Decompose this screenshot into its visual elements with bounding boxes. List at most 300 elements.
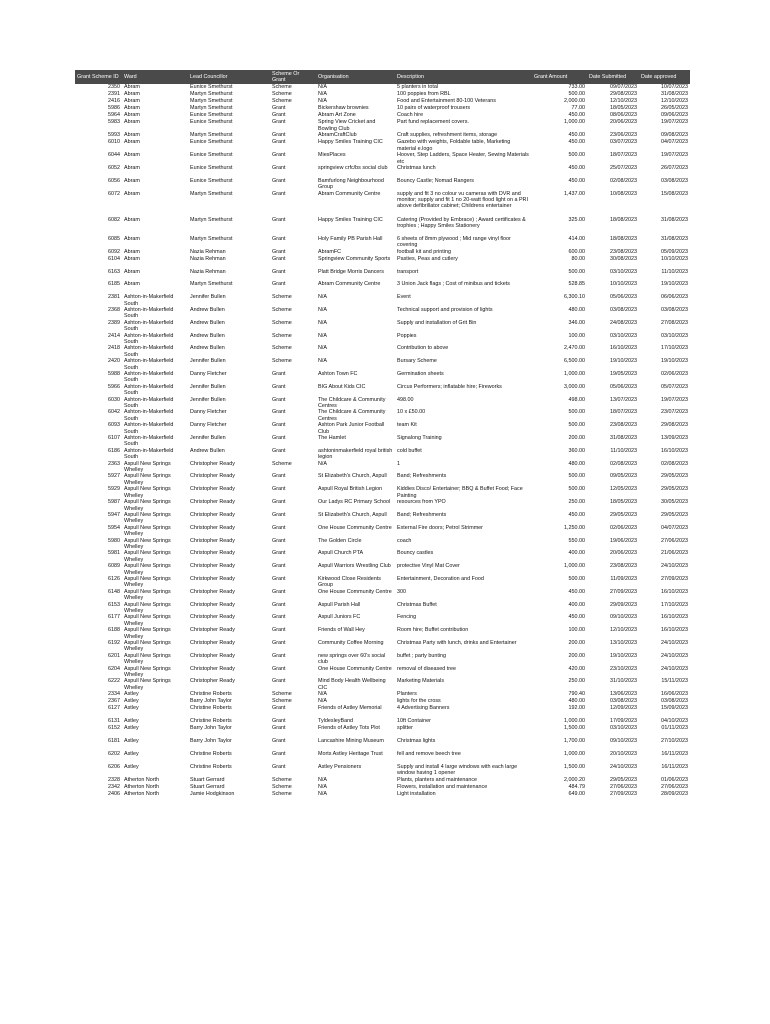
- cell-organisation: Aspull Warriors Wrestling Club: [318, 563, 391, 570]
- table-row: [75, 132, 690, 139]
- cell-date-submitted: 29/05/2023: [610, 776, 637, 783]
- table-row: [75, 345, 690, 358]
- cell-grant-amount: 450.00: [568, 132, 585, 139]
- cell-organisation: Friends of Astley Tots Plot: [318, 725, 380, 732]
- cell-lead-councillor: Nazia Rehman: [190, 268, 226, 275]
- cell-lead-councillor: Christopher Ready: [190, 550, 235, 557]
- cell-grant-scheme-id: 5983: [108, 119, 120, 126]
- cell-lead-councillor: Barry John Taylor: [190, 725, 232, 732]
- cell-grant-scheme-id: 6204: [108, 665, 120, 672]
- cell-description: Germination sheets: [397, 370, 444, 377]
- cell-scheme-or-grant: Grant: [272, 511, 286, 518]
- table-row: [75, 371, 690, 384]
- cell-description: Light installation: [397, 790, 436, 797]
- cell-date-submitted: 24/08/2023: [610, 319, 637, 326]
- table-row: [75, 397, 690, 410]
- cell-lead-councillor: Jennifer Bullen: [190, 383, 226, 390]
- header-date-submitted: Date Submitted: [589, 73, 627, 80]
- table-row: [75, 256, 690, 269]
- cell-grant-amount: 500.00: [568, 268, 585, 275]
- cell-scheme-or-grant: Scheme: [272, 698, 292, 705]
- cell-description: 10 pairs of waterproof trousers: [397, 105, 471, 112]
- cell-scheme-or-grant: Grant: [272, 575, 286, 582]
- cell-ward: Astley: [124, 725, 139, 732]
- table-row: [75, 698, 690, 705]
- cell-date-approved: 15/09/2023: [661, 705, 688, 712]
- cell-grant-scheme-id: 6030: [108, 396, 120, 403]
- header-scheme-or-grant: Scheme Or Grant: [272, 70, 300, 83]
- cell-organisation: Kirkwood Close Residents Group: [318, 575, 381, 589]
- cell-scheme-or-grant: Grant: [272, 281, 286, 288]
- cell-grant-amount: 450.00: [568, 165, 585, 171]
- cell-date-approved: 29/05/2023: [661, 473, 688, 480]
- cell-date-submitted: 05/06/2023: [610, 383, 637, 390]
- cell-grant-amount: 1,000.00: [564, 119, 585, 126]
- table-row: [75, 307, 690, 320]
- cell-lead-councillor: Barry John Taylor: [190, 698, 232, 705]
- cell-grant-scheme-id: 2368: [108, 306, 120, 313]
- cell-organisation: Happy Smiles Training CIC: [318, 216, 383, 223]
- cell-organisation: Aspull Parish Hall: [318, 601, 361, 608]
- cell-date-approved: 16/10/2023: [661, 588, 688, 595]
- cell-description: 1: [397, 460, 400, 467]
- table-row: [75, 791, 690, 798]
- cell-grant-amount: 450.00: [568, 139, 585, 146]
- cell-grant-scheme-id: 5929: [108, 486, 120, 493]
- cell-ward: Aspull New Springs Whelley: [124, 575, 171, 589]
- cell-lead-councillor: Christopher Ready: [190, 588, 235, 595]
- cell-date-approved: 06/06/2023: [661, 294, 688, 301]
- cell-grant-amount: 400.00: [568, 601, 585, 608]
- cell-organisation: N/A: [318, 358, 327, 365]
- cell-date-submitted: 23/08/2023: [610, 422, 637, 429]
- cell-organisation: N/A: [318, 783, 327, 790]
- cell-ward: Aspull New Springs Whelley: [124, 563, 171, 576]
- cell-date-approved: 19/07/2023: [661, 119, 688, 126]
- cell-organisation: N/A: [318, 332, 327, 339]
- cell-organisation: Friends of Astley Memorial: [318, 705, 382, 712]
- cell-description: lights for the cross: [397, 698, 441, 705]
- cell-lead-councillor: Jennifer Bullen: [190, 396, 226, 403]
- cell-lead-councillor: Christopher Ready: [190, 486, 235, 493]
- cell-scheme-or-grant: Grant: [272, 152, 286, 159]
- cell-organisation: N/A: [318, 306, 327, 313]
- cell-grant-amount: 500.00: [568, 409, 585, 416]
- cell-lead-councillor: Christopher Ready: [190, 627, 235, 634]
- cell-date-submitted: 19/06/2023: [610, 537, 637, 544]
- cell-date-submitted: 19/10/2023: [610, 652, 637, 659]
- cell-ward: Abram: [124, 132, 140, 139]
- cell-grant-scheme-id: 2363: [108, 460, 120, 467]
- cell-lead-councillor: Martyn Smethurst: [190, 190, 233, 197]
- cell-date-submitted: 02/06/2023: [610, 524, 637, 531]
- cell-date-approved: 27/09/2023: [661, 575, 688, 582]
- cell-ward: Abram: [124, 84, 140, 90]
- cell-organisation: Mind Body Health Wellbeing CIC: [318, 678, 386, 691]
- cell-description: Technical support and provision of lights: [397, 306, 493, 313]
- cell-organisation: MiesPlaces: [318, 152, 346, 159]
- header-date-approved: Date approved: [641, 73, 677, 80]
- cell-date-submitted: 13/06/2023: [610, 691, 637, 698]
- cell-scheme-or-grant: Grant: [272, 422, 286, 429]
- cell-scheme-or-grant: Scheme: [272, 98, 292, 105]
- cell-ward: Aspull New Springs Whelley: [124, 678, 171, 691]
- cell-description: 4 Advertising Banners: [397, 705, 450, 712]
- cell-grant-amount: 6,500.00: [564, 358, 585, 365]
- cell-description: Christmas Buffet: [397, 601, 437, 608]
- cell-grant-scheme-id: 6202: [108, 750, 120, 757]
- table-row: [75, 640, 690, 653]
- cell-date-approved: 03/08/2023: [661, 177, 688, 184]
- cell-scheme-or-grant: Grant: [272, 763, 286, 770]
- cell-scheme-or-grant: Scheme: [272, 319, 292, 326]
- cell-description: Pasties, Peas and cutlery: [397, 255, 458, 262]
- cell-description: transport: [397, 268, 419, 275]
- cell-grant-scheme-id: 6222: [108, 678, 120, 685]
- cell-scheme-or-grant: Scheme: [272, 91, 292, 98]
- table-row: [75, 550, 690, 563]
- cell-description: Planters: [397, 691, 417, 698]
- cell-organisation: N/A: [318, 776, 327, 783]
- cell-description: Entertainment, Decoration and Food: [397, 575, 484, 582]
- cell-scheme-or-grant: Grant: [272, 550, 286, 557]
- cell-ward: Astley: [124, 750, 139, 757]
- cell-grant-scheme-id: 6188: [108, 627, 120, 634]
- cell-organisation: N/A: [318, 91, 327, 98]
- cell-date-approved: 12/10/2023: [661, 98, 688, 105]
- cell-date-submitted: 30/08/2023: [610, 255, 637, 262]
- cell-description: splitter: [397, 725, 413, 732]
- cell-grant-amount: 500.00: [568, 575, 585, 582]
- table-row: [75, 236, 690, 249]
- cell-description: Craft supplies, refreshment items, storage: [397, 132, 498, 139]
- cell-organisation: N/A: [318, 319, 327, 326]
- cell-description: Bouncy Castle; Nomad Rangers: [397, 177, 475, 184]
- table-row: [75, 784, 690, 791]
- cell-organisation: The Childcare & Community Centres: [318, 396, 386, 409]
- cell-description: 5 planters in total: [397, 84, 439, 90]
- cell-ward: Abram: [124, 281, 140, 288]
- cell-date-submitted: 10/10/2023: [610, 281, 637, 288]
- cell-grant-scheme-id: 6056: [108, 177, 120, 184]
- table-row: [75, 84, 690, 91]
- cell-scheme-or-grant: Grant: [272, 383, 286, 390]
- cell-date-approved: 15/08/2023: [661, 190, 688, 197]
- cell-ward: Aspull New Springs Whelley: [124, 640, 171, 653]
- header-organisation: Organisation: [318, 73, 349, 80]
- cell-lead-councillor: Eunice Smethurst: [190, 152, 233, 159]
- cell-date-approved: 02/08/2023: [661, 460, 688, 467]
- cell-organisation: Astley Pensioners: [318, 763, 362, 770]
- cell-ward: Aspull New Springs Whelley: [124, 473, 171, 486]
- cell-lead-councillor: Christopher Ready: [190, 537, 235, 544]
- cell-description: resources from YPO: [397, 499, 446, 506]
- cell-grant-amount: 500.00: [568, 91, 585, 98]
- cell-lead-councillor: Christopher Ready: [190, 511, 235, 518]
- cell-grant-amount: 480.00: [568, 460, 585, 467]
- cell-grant-amount: 1,000.00: [564, 750, 585, 757]
- cell-grant-scheme-id: 2342: [108, 783, 120, 790]
- cell-lead-councillor: Jennifer Bullen: [190, 435, 226, 442]
- table-row: [75, 725, 690, 738]
- cell-date-submitted: 29/08/2023: [610, 91, 637, 98]
- cell-grant-scheme-id: 5954: [108, 524, 120, 531]
- cell-grant-amount: 480.00: [568, 306, 585, 313]
- cell-description: Gazebo with weights, Foldable table, Marketing material e.logo: [397, 139, 511, 152]
- header-grant-scheme-id: Grant Scheme ID: [77, 73, 119, 80]
- cell-ward: Atherton North: [124, 783, 160, 790]
- cell-ward: Abram: [124, 98, 140, 105]
- cell-date-approved: 29/08/2023: [661, 422, 688, 429]
- cell-lead-councillor: Jamie Hodgkinson: [190, 790, 235, 797]
- cell-date-submitted: 02/08/2023: [610, 177, 637, 184]
- cell-date-approved: 04/07/2023: [661, 524, 688, 531]
- cell-grant-scheme-id: 6201: [108, 652, 120, 659]
- cell-date-approved: 17/10/2023: [661, 601, 688, 608]
- cell-grant-scheme-id: 2367: [108, 698, 120, 705]
- table-row: [75, 738, 690, 751]
- cell-grant-amount: 77.00: [571, 105, 585, 112]
- cell-lead-councillor: Eunice Smethurst: [190, 119, 233, 126]
- cell-ward: Atherton North: [124, 790, 160, 797]
- cell-grant-amount: 1,500.00: [564, 725, 585, 732]
- cell-lead-councillor: Nazia Rehman: [190, 248, 226, 255]
- cell-date-approved: 26/07/2023: [661, 165, 688, 171]
- table-row: [75, 91, 690, 98]
- cell-organisation: Platt Bridge Morris Dancers: [318, 268, 384, 275]
- cell-date-approved: 29/05/2023: [661, 511, 688, 518]
- cell-date-submitted: 12/09/2023: [610, 705, 637, 712]
- cell-date-approved: 31/08/2023: [661, 91, 688, 98]
- cell-grant-amount: 733.00: [568, 84, 585, 90]
- cell-grant-scheme-id: 6131: [108, 718, 120, 725]
- table-row: [75, 105, 690, 112]
- cell-grant-amount: 484.79: [568, 783, 585, 790]
- cell-scheme-or-grant: Grant: [272, 652, 286, 659]
- cell-scheme-or-grant: Grant: [272, 248, 286, 255]
- cell-date-submitted: 12/05/2023: [610, 486, 637, 493]
- cell-description: 10ft Container: [397, 718, 431, 725]
- cell-date-submitted: 25/07/2023: [610, 165, 637, 171]
- cell-date-submitted: 05/06/2023: [610, 294, 637, 301]
- cell-organisation: Holy Family PB Parish Hall: [318, 235, 383, 242]
- table-row: [75, 98, 690, 105]
- cell-scheme-or-grant: Scheme: [272, 783, 292, 790]
- cell-description: Marketing Materials: [397, 678, 445, 685]
- cell-grant-scheme-id: 5980: [108, 537, 120, 544]
- cell-organisation: Abram Community Centre: [318, 281, 381, 288]
- cell-date-submitted: 03/08/2023: [610, 306, 637, 313]
- cell-organisation: Community Coffee Morning: [318, 640, 384, 647]
- cell-lead-councillor: Christopher Ready: [190, 614, 235, 621]
- cell-lead-councillor: Christopher Ready: [190, 499, 235, 506]
- cell-organisation: Morts Astley Heritage Trust: [318, 750, 383, 757]
- cell-organisation: Abram Community Centre: [318, 190, 381, 197]
- cell-date-approved: 27/06/2023: [661, 537, 688, 544]
- cell-organisation: N/A: [318, 98, 327, 105]
- grants-table: [75, 70, 690, 798]
- table-row: [75, 139, 690, 152]
- cell-date-approved: 01/06/2023: [661, 776, 688, 783]
- cell-date-submitted: 23/08/2023: [610, 248, 637, 255]
- cell-lead-councillor: Christopher Ready: [190, 563, 235, 570]
- cell-lead-councillor: Christopher Ready: [190, 652, 235, 659]
- cell-lead-councillor: Eunice Smethurst: [190, 139, 233, 146]
- cell-date-approved: 30/05/2023: [661, 499, 688, 506]
- cell-lead-councillor: Christine Roberts: [190, 691, 232, 698]
- cell-date-submitted: 18/08/2023: [610, 216, 637, 223]
- cell-grant-scheme-id: 6082: [108, 216, 120, 223]
- cell-lead-councillor: Martyn Smethurst: [190, 91, 233, 98]
- cell-scheme-or-grant: Grant: [272, 614, 286, 621]
- cell-lead-councillor: Andrew Bullen: [190, 332, 225, 339]
- cell-description: Supply and installation of Grit Bin: [397, 319, 477, 326]
- cell-description: Christmas lunch: [397, 165, 436, 171]
- cell-scheme-or-grant: Grant: [272, 165, 286, 171]
- table-row: [75, 666, 690, 679]
- cell-scheme-or-grant: Grant: [272, 738, 286, 745]
- cell-description: Flowers, installation and maintenance: [397, 783, 488, 790]
- cell-grant-amount: 1,000.00: [564, 718, 585, 725]
- cell-grant-scheme-id: 6089: [108, 563, 120, 570]
- cell-description: Signalong Training: [397, 435, 442, 442]
- cell-organisation: N/A: [318, 691, 327, 698]
- cell-date-approved: 05/07/2023: [661, 383, 688, 390]
- cell-date-approved: 16/10/2023: [661, 447, 688, 454]
- cell-date-submitted: 18/05/2023: [610, 105, 637, 112]
- header-lead-councillor: Lead Councillor: [190, 73, 228, 80]
- cell-ward: Ashton-in-Makerfield South: [124, 409, 174, 422]
- cell-scheme-or-grant: Scheme: [272, 358, 292, 365]
- cell-grant-amount: 450.00: [568, 177, 585, 184]
- cell-grant-scheme-id: 5986: [108, 105, 120, 112]
- cell-ward: Ashton-in-Makerfield South: [124, 447, 174, 461]
- cell-grant-amount: 400.00: [568, 550, 585, 557]
- cell-scheme-or-grant: Grant: [272, 750, 286, 757]
- cell-date-submitted: 18/05/2023: [610, 499, 637, 506]
- cell-scheme-or-grant: Grant: [272, 563, 286, 570]
- cell-description: Band; Refreshments: [397, 511, 447, 518]
- cell-grant-amount: 100.00: [568, 332, 585, 339]
- grants-table-page: [75, 70, 690, 798]
- cell-ward: Abram: [124, 105, 140, 112]
- cell-description: cold buffet: [397, 447, 422, 454]
- cell-scheme-or-grant: Scheme: [272, 790, 292, 797]
- cell-lead-councillor: Jennifer Bullen: [190, 358, 226, 365]
- header-description: Description: [397, 73, 424, 80]
- table-row: [75, 461, 690, 474]
- cell-grant-scheme-id: 5988: [108, 370, 120, 377]
- cell-grant-scheme-id: 5964: [108, 112, 120, 119]
- table-row: [75, 249, 690, 256]
- cell-grant-amount: 450.00: [568, 614, 585, 621]
- cell-grant-amount: 250.00: [568, 499, 585, 506]
- cell-scheme-or-grant: Grant: [272, 190, 286, 197]
- cell-grant-scheme-id: 6092: [108, 248, 120, 255]
- cell-description: football kit and printing: [397, 248, 451, 255]
- cell-lead-councillor: Christine Roberts: [190, 750, 232, 757]
- cell-date-approved: 31/08/2023: [661, 216, 688, 223]
- table-row: [75, 358, 690, 371]
- cell-ward: Abram: [124, 119, 140, 126]
- cell-description: Part fund replacement covers.: [397, 119, 469, 126]
- cell-ward: Ashton-in-Makerfield South: [124, 383, 174, 397]
- cell-date-submitted: 20/06/2023: [610, 550, 637, 557]
- cell-organisation: N/A: [318, 345, 327, 352]
- cell-ward: Aspull New Springs Whelley: [124, 550, 171, 563]
- cell-grant-amount: 1,000.00: [564, 370, 585, 377]
- cell-grant-scheme-id: 6186: [108, 447, 120, 454]
- cell-date-submitted: 20/06/2023: [610, 119, 637, 126]
- table-row: [75, 217, 690, 236]
- cell-scheme-or-grant: Grant: [272, 235, 286, 242]
- cell-description: removal of diseased tree: [397, 665, 457, 672]
- cell-grant-scheme-id: 6104: [108, 255, 120, 262]
- table-row: [75, 563, 690, 576]
- cell-lead-councillor: Christopher Ready: [190, 460, 235, 467]
- cell-date-submitted: 03/08/2023: [610, 698, 637, 705]
- cell-ward: Abram: [124, 268, 140, 275]
- cell-ward: Abram: [124, 190, 140, 197]
- cell-grant-amount: 3,000.00: [564, 383, 585, 390]
- cell-ward: Ashton-in-Makerfield South: [124, 435, 174, 448]
- cell-grant-amount: 1,000.00: [564, 563, 585, 570]
- cell-scheme-or-grant: Grant: [272, 119, 286, 126]
- cell-ward: Abram: [124, 248, 140, 255]
- cell-scheme-or-grant: Grant: [272, 588, 286, 595]
- cell-scheme-or-grant: Scheme: [272, 294, 292, 301]
- cell-date-submitted: 16/10/2023: [610, 345, 637, 352]
- cell-lead-councillor: Stuart Gerrard: [190, 783, 225, 790]
- cell-date-submitted: 29/05/2023: [610, 511, 637, 518]
- cell-ward: Ashton-in-Makerfield South: [124, 358, 174, 371]
- cell-description: Catering (Provided by Embrace) ; Award certificates & trophies ; Happy Smiles Stationery: [397, 216, 526, 230]
- cell-date-submitted: 18/07/2023: [610, 409, 637, 416]
- cell-date-submitted: 09/05/2023: [610, 473, 637, 480]
- cell-scheme-or-grant: Grant: [272, 177, 286, 184]
- cell-grant-amount: 200.00: [568, 435, 585, 442]
- cell-date-submitted: 17/09/2023: [610, 718, 637, 725]
- cell-date-approved: 03/08/2023: [661, 698, 688, 705]
- cell-description: protective Vinyl Mat Cover: [397, 563, 460, 570]
- cell-scheme-or-grant: Scheme: [272, 345, 292, 352]
- cell-date-approved: 17/10/2023: [661, 345, 688, 352]
- table-row: [75, 705, 690, 718]
- cell-date-submitted: 09/10/2023: [610, 614, 637, 621]
- cell-lead-councillor: Eunice Smethurst: [190, 177, 233, 184]
- cell-organisation: Bickershaw brownies: [318, 105, 369, 112]
- cell-ward: Abram: [124, 152, 140, 159]
- cell-ward: Ashton-in-Makerfield South: [124, 345, 174, 358]
- cell-scheme-or-grant: Grant: [272, 139, 286, 146]
- table-row: [75, 691, 690, 698]
- cell-scheme-or-grant: Grant: [272, 486, 286, 493]
- table-row: [75, 525, 690, 538]
- cell-grant-amount: 200.00: [568, 640, 585, 647]
- cell-organisation: Ashton Town FC: [318, 370, 358, 377]
- cell-date-approved: 21/06/2023: [661, 550, 688, 557]
- table-row: [75, 777, 690, 784]
- cell-ward: Aspull New Springs Whelley: [124, 614, 171, 627]
- cell-lead-councillor: Martyn Smethurst: [190, 105, 233, 112]
- cell-date-approved: 16/10/2023: [661, 627, 688, 634]
- cell-grant-amount: 498.00: [568, 396, 585, 403]
- cell-ward: Aspull New Springs Whelley: [124, 537, 171, 550]
- cell-date-approved: 24/10/2023: [661, 563, 688, 570]
- cell-scheme-or-grant: Grant: [272, 255, 286, 262]
- cell-lead-councillor: Christine Roberts: [190, 763, 232, 770]
- cell-organisation: The Golden Circle: [318, 537, 362, 544]
